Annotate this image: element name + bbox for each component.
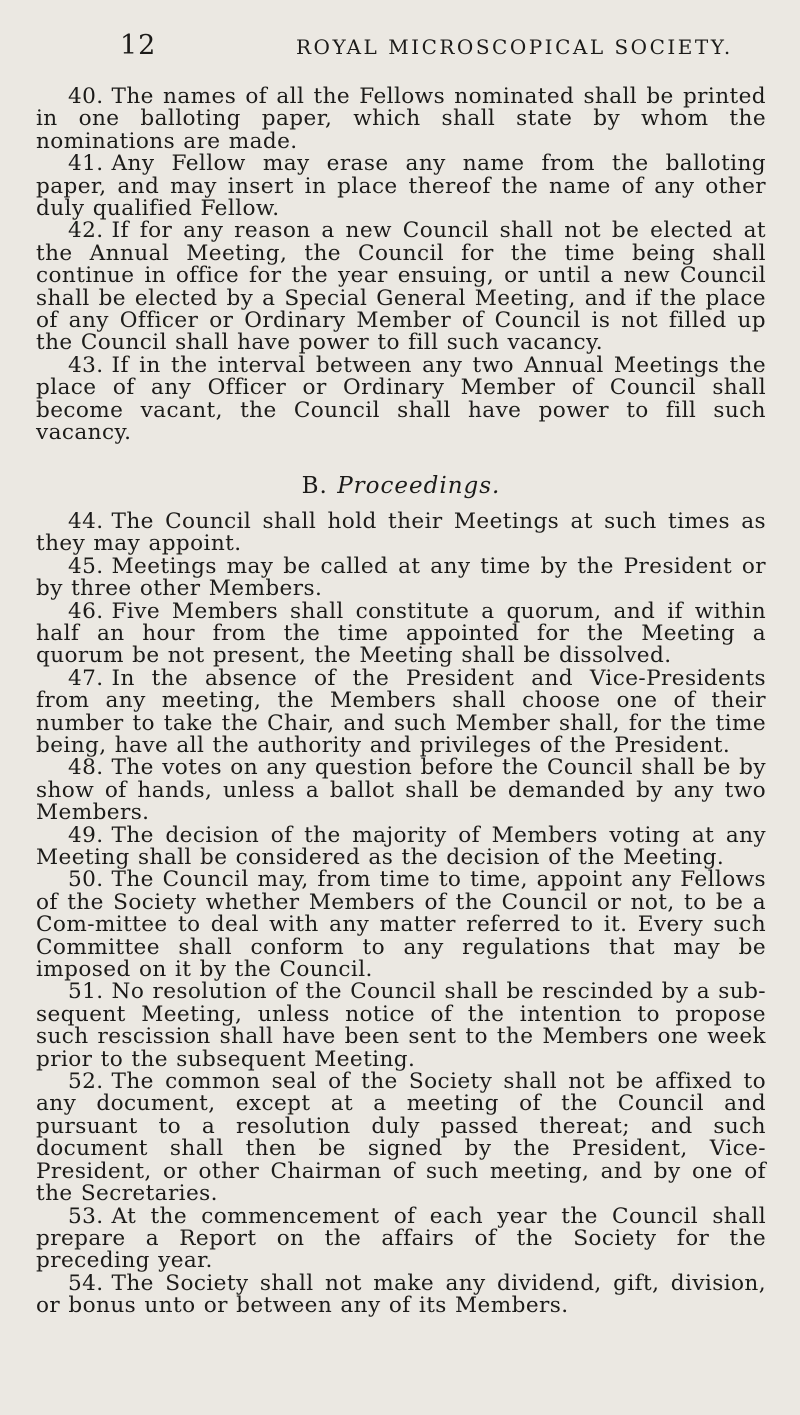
rule-number: 46. — [68, 598, 104, 624]
rule-50 — [36, 869, 766, 981]
rule-53 — [36, 1203, 766, 1274]
rule-44 — [36, 508, 766, 557]
rule-40 — [36, 86, 766, 153]
rule-text: No resolution of the Council shall be rescinded by a sub-sequent Meeting, unless notice of the intention to propose such rescission shall have been sent to the Members one week prior to the subsequent Meeting. — [36, 979, 766, 1072]
rule-text: The decision of the majority of Members voting at any Meeting shall be considered as the decision of the Meeting. — [36, 822, 766, 870]
rule-text: Five Members shall constitute a quorum, and if within half an hour from the time appointed for the Meeting a quorum be not present, the Meeting shall be dissolved. — [36, 598, 766, 669]
rule-number: 52. — [68, 1069, 104, 1095]
running-head — [36, 30, 766, 86]
journal-title: ROYAL MICROSCOPICAL SOCIETY. — [296, 35, 733, 59]
page-number: 12 — [120, 30, 157, 61]
rule-52 — [36, 1071, 766, 1205]
rules-text — [36, 86, 766, 1318]
rule-47 — [36, 665, 766, 758]
rule-54 — [36, 1270, 766, 1319]
rule-51 — [36, 981, 766, 1071]
rule-text: The Council may, from time to time, appoint any Fellows of the Society whether Members of the Council or not, to be a Com-mittee to deal with any matter referred to it. Every such Committee shall conform to any regulations that may be imposed on it by the Council. — [36, 867, 766, 983]
rule-number: 41. — [68, 151, 104, 177]
rule-text: Meetings may be called at any time by the President or by three other Members. — [36, 553, 766, 602]
rule-text: The Society shall not make any dividend, gift, division, or bonus unto or between any of its Members. — [36, 1270, 766, 1319]
rule-text: Any Fellow may erase any name from the balloting paper, and may insert in place thereof the name of any other duly qualified Fellow. — [36, 151, 766, 222]
rule-number: 42. — [68, 218, 104, 244]
rule-number: 47. — [68, 665, 104, 691]
rule-text: At the commencement of each year the Council shall prepare a Report on the affairs of the Society for the preceding year. — [36, 1203, 766, 1274]
rule-text: The common seal of the Society shall not be affixed to any document, except at a meeting of the Council and pursuant to a resolution duly passed thereat; and such document shall then be signed by the President, Vice-President, or other Chairman of such meeting, and by one of the Secretaries. — [36, 1069, 766, 1207]
rule-text: In the absence of the President and Vice-Presidents from any meeting, the Members shall choose one of their number to take the Chair, and such Member shall, for the time being, have all the authority and privileges of the President. — [36, 665, 766, 758]
rule-text: The names of all the Fellows nominated shall be printed in one balloting paper, which shall state by whom the nominations are made. — [36, 84, 766, 154]
rule-46 — [36, 598, 766, 669]
section-heading — [36, 472, 766, 499]
document-page — [0, 30, 800, 1415]
section-letter: B. — [301, 472, 328, 499]
rule-49 — [36, 822, 766, 870]
rule-text: The Council shall hold their Meetings at such times as they may appoint. — [36, 508, 766, 557]
section-title: Proceedings. — [337, 472, 501, 499]
rule-number: 49. — [68, 822, 104, 848]
rule-42 — [36, 220, 766, 354]
rule-number: 40. — [68, 84, 104, 109]
rule-45 — [36, 553, 766, 602]
rule-number: 53. — [68, 1203, 104, 1229]
rule-48 — [36, 757, 766, 824]
rule-number: 43. — [68, 352, 104, 378]
rule-text: The votes on any question before the Council shall be by show of hands, unless a ballot shall be demanded by any two Members. — [36, 755, 766, 826]
rule-number: 50. — [68, 867, 104, 893]
rule-41 — [36, 153, 766, 220]
rule-number: 45. — [68, 553, 104, 579]
rule-number: 44. — [68, 508, 104, 534]
rule-text: If in the interval between any two Annual Meetings the place of any Officer or Ordinary Member of Council shall become vacant, the Council shall have power to fill such vacancy. — [36, 352, 766, 446]
rule-number: 51. — [68, 979, 104, 1005]
rule-43 — [36, 352, 766, 446]
rule-number: 48. — [68, 755, 104, 781]
rule-number: 54. — [68, 1270, 104, 1296]
rule-text: If for any reason a new Council shall not be elected at the Annual Meeting, the Council for the time being shall continue in office for the year ensuing, or until a new Council shall be elected by a Special General Meeting, and if the place of any Officer or Ordinary Member of Council is not filled up the Council shall have power to fill such vacancy. — [36, 218, 766, 356]
